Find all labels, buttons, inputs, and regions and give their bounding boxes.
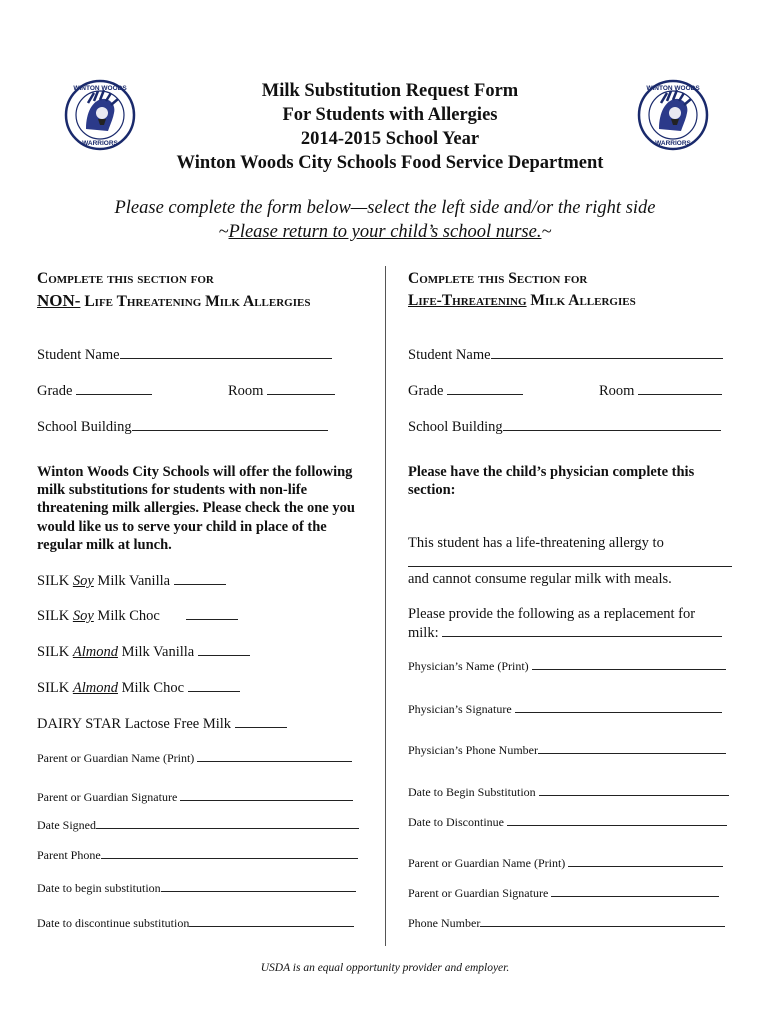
logo-left-text: WINTON WOODS xyxy=(73,85,127,92)
physician-phone-label: Physician’s Phone Number xyxy=(408,743,538,757)
title-line-4: Winton Woods City Schools Food Service Department xyxy=(176,153,604,173)
option-silk-almond-choc[interactable] xyxy=(37,678,240,697)
right-grade-label: Grade xyxy=(408,383,444,399)
parent-phone-label: Parent Phone xyxy=(37,848,101,862)
left-date-begin-label: Date to begin substitution xyxy=(37,881,161,895)
form-title xyxy=(140,79,640,175)
option-4-checkline[interactable] xyxy=(188,678,240,692)
left-parent-name-label: Parent or Guardian Name (Print) xyxy=(37,751,195,765)
option-3-suffix: Milk Vanilla xyxy=(117,644,195,660)
physician-note: Please have the child’s physician complete this section: xyxy=(408,464,695,499)
right-section-heading xyxy=(408,268,636,312)
right-parent-signature-field[interactable] xyxy=(408,884,719,902)
instructions-tilde-right: ~ xyxy=(541,222,552,242)
option-3-checkline[interactable] xyxy=(198,642,250,656)
left-room-label: Room xyxy=(228,383,264,399)
right-date-begin-field[interactable] xyxy=(408,783,729,801)
title-line-3: 2014-2015 School Year xyxy=(300,129,480,149)
parent-phone-field[interactable] xyxy=(37,846,358,864)
option-2-prefix: SILK xyxy=(37,608,73,624)
replacement-milk-field[interactable] xyxy=(408,623,722,642)
allergy-statement: This student has a life-threatening allergy to xyxy=(408,535,664,551)
usda-statement: USDA is an equal opportunity provider and employer. xyxy=(260,962,510,974)
left-grade-label: Grade xyxy=(37,383,73,399)
right-date-begin-label: Date to Begin Substitution xyxy=(408,785,536,799)
instructions-line-1: Please complete the form below—select the left side and/or the right side xyxy=(114,198,656,218)
right-grade-field[interactable] xyxy=(408,381,523,400)
option-silk-soy-vanilla[interactable] xyxy=(37,571,226,590)
option-2-suffix: Milk Choc xyxy=(93,608,160,624)
option-silk-soy-choc[interactable] xyxy=(37,606,238,625)
right-school-building-field[interactable] xyxy=(408,417,721,436)
left-room-field[interactable] xyxy=(228,381,335,400)
option-4-suffix: Milk Choc xyxy=(117,680,185,696)
physician-name-field[interactable] xyxy=(408,657,726,675)
option-4-prefix: SILK xyxy=(37,680,73,696)
option-1-suffix: Milk Vanilla xyxy=(93,573,171,589)
option-5-checkline[interactable] xyxy=(235,714,287,728)
physician-signature-label: Physician’s Signature xyxy=(408,702,512,716)
option-dairy-star-lactose-free[interactable] xyxy=(37,714,287,733)
left-student-name-label: Student Name xyxy=(37,347,120,363)
instructions-line-2 xyxy=(40,220,730,244)
right-heading-life-threatening: Life-Threatening xyxy=(408,292,527,309)
left-grade-field[interactable] xyxy=(37,381,152,400)
return-to-nurse: Please return to your child’s school nurse. xyxy=(228,222,542,242)
right-heading-rest: Milk Allergies xyxy=(526,292,636,309)
date-signed-label: Date Signed xyxy=(37,818,96,832)
right-parent-signature-label: Parent or Guardian Signature xyxy=(408,886,549,900)
option-5-prefix: DAIRY STAR Lactose Free Milk xyxy=(37,716,232,732)
left-school-building-label: School Building xyxy=(37,419,132,435)
left-date-begin-field[interactable] xyxy=(37,879,356,897)
left-parent-signature-field[interactable] xyxy=(37,788,353,806)
option-3-prefix: SILK xyxy=(37,644,73,660)
right-heading-line-1: Complete this Section for xyxy=(408,270,588,287)
title-line-1: Milk Substitution Request Form xyxy=(261,81,519,101)
right-student-name-field[interactable] xyxy=(408,345,723,364)
logo-right-warriors: WARRIORS xyxy=(655,140,691,147)
right-date-discontinue-label: Date to Discontinue xyxy=(408,815,504,829)
option-2-checkline[interactable] xyxy=(186,606,238,620)
left-date-discontinue-field[interactable] xyxy=(37,914,354,932)
left-student-name-field[interactable] xyxy=(37,345,332,364)
cannot-consume-text: and cannot consume regular milk with meals. xyxy=(408,571,672,587)
date-signed-field[interactable] xyxy=(37,816,359,834)
left-heading-line-1: Complete this section for xyxy=(37,270,214,287)
physician-phone-field[interactable] xyxy=(408,741,726,759)
logo-right-text: WINTON WOODS xyxy=(646,85,700,92)
replacement-milk-label: milk: xyxy=(408,625,439,641)
option-1-em: Soy xyxy=(72,573,94,589)
left-heading-line-2 xyxy=(37,290,310,313)
logo-left-warriors: WARRIORS xyxy=(82,140,118,147)
left-date-discontinue-label: Date to discontinue substitution xyxy=(37,916,190,930)
right-date-discontinue-field[interactable] xyxy=(408,813,727,831)
physician-name-label: Physician’s Name (Print) xyxy=(408,659,529,673)
instructions-tilde-left: ~ xyxy=(218,222,229,242)
instructions xyxy=(40,196,730,244)
left-offer-paragraph: Winton Woods City Schools will offer the following milk substitutions for students with non-life threatening milk allergies. Please check the one you would like us to serve your child in place of the regular milk at lunch. xyxy=(37,464,355,553)
option-4-em: Almond xyxy=(72,680,118,696)
left-section-heading xyxy=(37,268,310,313)
right-parent-name-label: Parent or Guardian Name (Print) xyxy=(408,856,566,870)
right-room-field[interactable] xyxy=(599,381,722,400)
right-phone-number-field[interactable] xyxy=(408,914,725,932)
column-divider xyxy=(385,266,386,946)
physician-signature-field[interactable] xyxy=(408,700,722,718)
right-school-building-label: School Building xyxy=(408,419,503,435)
title-line-2: For Students with Allergies xyxy=(282,105,498,125)
left-heading-rest: Life Threatening Milk Allergies xyxy=(80,293,311,310)
option-1-prefix: SILK xyxy=(37,573,73,589)
right-student-name-label: Student Name xyxy=(408,347,491,363)
logo-right xyxy=(637,79,709,151)
left-parent-signature-label: Parent or Guardian Signature xyxy=(37,790,178,804)
right-phone-number-label: Phone Number xyxy=(408,916,481,930)
replacement-text: Please provide the following as a replacement for xyxy=(408,606,696,622)
option-1-checkline[interactable] xyxy=(174,571,226,585)
option-2-em: Soy xyxy=(72,608,94,624)
right-parent-name-field[interactable] xyxy=(408,854,723,872)
right-heading-line-2 xyxy=(408,290,636,312)
left-parent-name-field[interactable] xyxy=(37,749,352,767)
option-silk-almond-vanilla[interactable] xyxy=(37,642,250,661)
option-3-em: Almond xyxy=(72,644,118,660)
left-heading-non: NON- xyxy=(37,291,81,310)
allergy-input-line[interactable] xyxy=(408,566,732,567)
left-school-building-field[interactable] xyxy=(37,417,328,436)
logo-left xyxy=(64,79,136,151)
right-room-label: Room xyxy=(599,383,635,399)
